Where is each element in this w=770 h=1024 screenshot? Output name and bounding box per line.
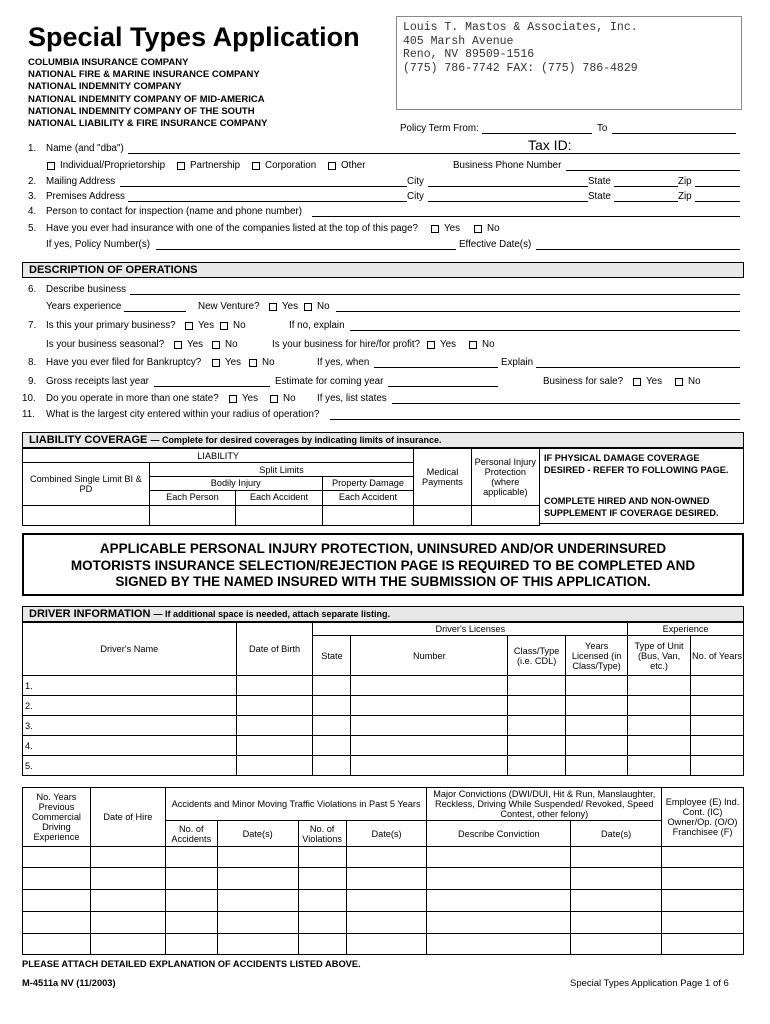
history-cell[interactable]	[90, 847, 165, 868]
history-cell[interactable]	[571, 934, 662, 955]
mailing-state-field[interactable]	[614, 176, 678, 187]
notice-line: SIGNED BY THE NAMED INSURED WITH THE SUBMISSION OF THIS APPLICATION.	[115, 574, 651, 589]
state-label: State	[588, 176, 611, 187]
history-cell[interactable]	[662, 934, 744, 955]
history-cell[interactable]	[90, 912, 165, 934]
physical-damage-note: IF PHYSICAL DAMAGE COVERAGE DESIRED - REFER TO FOLLOWING PAGE.	[544, 453, 729, 475]
city-label: City	[407, 176, 424, 187]
driver-cell[interactable]	[628, 716, 691, 736]
company-item: NATIONAL INDEMNITY COMPANY	[28, 81, 182, 93]
history-cell[interactable]	[346, 890, 427, 912]
form-number: M-4511a NV (11/2003)	[22, 978, 116, 988]
medical-payments-header: Medical Payments	[414, 449, 471, 506]
attach-explanation-note: PLEASE ATTACH DETAILED EXPLANATION OF ACCIDENTS LISTED ABOVE.	[22, 959, 361, 969]
company-list	[28, 57, 267, 130]
estimate-field[interactable]	[388, 376, 498, 387]
for-hire-yes-checkbox[interactable]	[427, 341, 435, 349]
partnership-checkbox[interactable]	[177, 162, 185, 170]
property-damage-header	[322, 477, 414, 506]
history-cell[interactable]	[346, 934, 427, 955]
driver-cell[interactable]	[508, 736, 566, 756]
policy-numbers-field[interactable]	[156, 239, 456, 250]
history-cell[interactable]	[571, 890, 662, 912]
prev-experience-header: No. Years Previous Commercial Driving Experience	[23, 788, 91, 847]
business-phone-label: Business Phone Number	[453, 160, 562, 171]
driver-cell[interactable]	[236, 676, 313, 696]
yes-label: Yes	[444, 223, 460, 234]
q3-number: 3.	[28, 191, 37, 202]
combined-single-header: Combined Single Limit BI & PD	[23, 463, 150, 506]
policy-from-label: Policy Term From:	[400, 123, 479, 134]
corporation-label: Corporation	[265, 160, 317, 171]
agent-phone: (775) 786-7742 FAX: (775) 786-4829	[403, 61, 638, 75]
yes-label: Yes	[440, 339, 456, 350]
prior-insurance-no-checkbox[interactable]	[474, 225, 482, 233]
primary-explain-field[interactable]	[350, 320, 740, 331]
premises-address-label: Premises Address	[46, 191, 125, 202]
driver-cell[interactable]	[313, 716, 351, 736]
violation-dates-header: Date(s)	[346, 821, 427, 847]
no-label: No	[233, 320, 246, 331]
sale-yes-checkbox[interactable]	[633, 378, 641, 386]
driver-cell[interactable]	[236, 696, 313, 716]
yes-label: Yes	[646, 376, 662, 387]
mailing-address-label: Mailing Address	[46, 176, 116, 187]
driver-cell[interactable]	[566, 736, 628, 756]
partnership-label: Partnership	[190, 160, 241, 171]
history-cell[interactable]	[346, 868, 427, 890]
history-cell[interactable]	[217, 868, 298, 890]
q6-number: 6.	[28, 284, 37, 295]
history-cell[interactable]	[90, 890, 165, 912]
history-cell[interactable]	[346, 847, 427, 868]
each-accident-label: Each Accident	[338, 492, 398, 502]
no-label: No	[317, 301, 330, 312]
multi-state-no-checkbox[interactable]	[270, 395, 278, 403]
agent-name: Louis T. Mastos & Associates, Inc.	[403, 21, 638, 34]
city-label: City	[407, 191, 424, 202]
history-cell[interactable]	[571, 847, 662, 868]
years-licensed-header: Years Licensed (in Class/Type)	[566, 636, 628, 676]
premises-state-field[interactable]	[614, 191, 678, 202]
company-item: NATIONAL FIRE & MARINE INSURANCE COMPANY	[28, 69, 260, 81]
driver-cell[interactable]	[351, 736, 508, 756]
property-damage-label: Property Damage	[323, 477, 414, 491]
no-of-accidents-header: No. of Accidents	[165, 821, 217, 847]
driver-cell[interactable]	[566, 756, 628, 776]
corporation-checkbox[interactable]	[252, 162, 260, 170]
individual-label: Individual/Proprietorship	[60, 160, 166, 171]
history-cell[interactable]	[165, 847, 217, 868]
driver-subtitle: — If additional space is needed, attach separate listing.	[153, 609, 391, 619]
describe-conviction-header: Describe Conviction	[427, 821, 571, 847]
driver-section-header	[22, 606, 744, 622]
q9-number: 9.	[28, 376, 37, 387]
seasonal-label: Is your business seasonal?	[46, 339, 165, 350]
prior-insurance-yes-checkbox[interactable]	[431, 225, 439, 233]
liability-header: LIABILITY	[23, 449, 414, 463]
estimate-label: Estimate for coming year	[275, 376, 384, 387]
q4-number: 4.	[28, 206, 37, 217]
years-experience-label: Years experience	[46, 301, 122, 312]
liability-title: LIABILITY COVERAGE	[29, 434, 148, 446]
driver-cell[interactable]	[351, 716, 508, 736]
history-cell[interactable]	[662, 847, 744, 868]
history-cell[interactable]	[427, 868, 571, 890]
driver-cell[interactable]	[691, 696, 744, 716]
operations-section-header	[22, 262, 744, 278]
driver-cell[interactable]	[313, 696, 351, 716]
class-type-header: Class/Type (i.e. CDL)	[508, 636, 566, 676]
q5-number: 5.	[28, 223, 37, 234]
liability-section-header	[22, 432, 744, 448]
no-label: No	[283, 393, 296, 404]
mailing-city-field[interactable]	[428, 176, 588, 187]
premises-address-field[interactable]	[128, 191, 407, 202]
driver-cell[interactable]	[351, 696, 508, 716]
company-item: NATIONAL INDEMNITY COMPANY OF THE SOUTH	[28, 105, 255, 117]
company-item: NATIONAL INDEMNITY COMPANY OF MID-AMERICA	[28, 93, 265, 105]
major-convictions-header: Major Convictions (DWI/DUI, Hit & Run, Manslaughter, Reckless, Driving While Suspended/ Revoked, Speed Contest, other felony)	[427, 788, 662, 821]
premises-city-field[interactable]	[428, 191, 588, 202]
seasonal-yes-checkbox[interactable]	[174, 341, 182, 349]
contact-label: Person to contact for inspection (name and phone number)	[46, 206, 302, 217]
license-number-header: Number	[351, 636, 508, 676]
operations-title: DESCRIPTION OF OPERATIONS	[29, 264, 198, 276]
driver-row-number: 2.	[23, 696, 237, 716]
history-cell[interactable]	[217, 890, 298, 912]
bi-each-accident-input[interactable]	[236, 506, 323, 526]
history-cell[interactable]	[165, 912, 217, 934]
driver-cell[interactable]	[313, 736, 351, 756]
medical-input[interactable]	[414, 506, 471, 526]
policy-numbers-label: If yes, Policy Number(s)	[46, 239, 150, 250]
zip-label: Zip	[678, 191, 692, 202]
history-cell[interactable]	[427, 912, 571, 934]
q8-number: 8.	[28, 357, 37, 368]
history-cell[interactable]	[571, 868, 662, 890]
states-field[interactable]	[392, 393, 740, 404]
bankruptcy-explain-field[interactable]	[536, 357, 740, 368]
history-cell[interactable]	[165, 934, 217, 955]
list-states-label: If yes, list states	[317, 393, 387, 404]
primary-no-checkbox[interactable]	[220, 322, 228, 330]
new-venture-line[interactable]	[336, 301, 740, 312]
driver-row-number: 3.	[23, 716, 237, 736]
each-person-input[interactable]	[149, 506, 236, 526]
sale-no-checkbox[interactable]	[675, 378, 683, 386]
hired-non-owned-note: COMPLETE HIRED AND NON-OWNED SUPPLEMENT IF COVERAGE DESIRED.	[544, 496, 719, 518]
history-cell[interactable]	[23, 912, 91, 934]
q7-number: 7.	[28, 320, 37, 331]
company-item: COLUMBIA INSURANCE COMPANY	[28, 57, 189, 68]
mailing-address-field[interactable]	[120, 176, 407, 187]
new-venture-yes-checkbox[interactable]	[269, 303, 277, 311]
conviction-dates-header: Date(s)	[571, 821, 662, 847]
driver-cell[interactable]	[628, 696, 691, 716]
policy-to-field[interactable]	[612, 123, 736, 134]
history-cell[interactable]	[23, 934, 91, 955]
pip-input[interactable]	[471, 506, 539, 526]
driver-title: DRIVER INFORMATION	[29, 608, 151, 620]
driver-cell[interactable]	[566, 696, 628, 716]
state-header: State	[313, 636, 351, 676]
driver-cell[interactable]	[313, 756, 351, 776]
history-cell[interactable]	[90, 934, 165, 955]
history-cell[interactable]	[23, 868, 91, 890]
individual-checkbox[interactable]	[47, 162, 55, 170]
licenses-header: Driver's Licenses	[313, 623, 628, 636]
name-label: Name (and "dba")	[46, 143, 124, 154]
no-of-violations-header: No. of Violations	[298, 821, 346, 847]
driver-cell[interactable]	[691, 736, 744, 756]
no-label: No	[225, 339, 238, 350]
business-phone-field[interactable]	[566, 160, 740, 171]
driver-row-number: 5.	[23, 756, 237, 776]
history-cell[interactable]	[427, 890, 571, 912]
describe-business-field[interactable]	[130, 284, 740, 295]
history-cell[interactable]	[165, 890, 217, 912]
if-no-explain-label: If no, explain	[289, 320, 345, 331]
multi-state-label: Do you operate in more than one state?	[46, 393, 219, 404]
history-cell[interactable]	[427, 847, 571, 868]
driver-cell[interactable]	[691, 716, 744, 736]
liability-table	[22, 448, 540, 526]
for-hire-no-checkbox[interactable]	[469, 341, 477, 349]
yes-label: Yes	[187, 339, 203, 350]
driver-cell[interactable]	[508, 676, 566, 696]
driver-cell[interactable]	[351, 676, 508, 696]
each-accident-label: Each Accident	[249, 492, 309, 502]
experience-header: Experience	[628, 623, 744, 636]
gross-receipts-field[interactable]	[154, 376, 270, 387]
for-hire-label: Is your business for hire/for profit?	[272, 339, 421, 350]
history-cell[interactable]	[427, 934, 571, 955]
no-label: No	[262, 357, 275, 368]
driver-row-number: 4.	[23, 736, 237, 756]
bodily-injury-header	[149, 477, 322, 506]
mailing-zip-field[interactable]	[695, 176, 740, 187]
explain-label: Explain	[501, 357, 534, 368]
driver-cell[interactable]	[628, 736, 691, 756]
bankruptcy-label: Have you ever filed for Bankruptcy?	[46, 357, 202, 368]
policy-to-label: To	[597, 123, 608, 134]
driver-history-table	[22, 787, 744, 955]
driver-table	[22, 622, 744, 776]
history-cell[interactable]	[298, 847, 346, 868]
tax-id-label: Tax ID:	[528, 137, 572, 153]
effective-dates-label: Effective Date(s)	[459, 239, 532, 250]
driver-cell[interactable]	[566, 716, 628, 736]
employee-type-header: Employee (E) Ind. Cont. (IC) Owner/Op. (O/O) Franchisee (F)	[662, 788, 744, 847]
years-experience-field[interactable]	[124, 301, 186, 312]
agent-city: Reno, NV 89509-1516	[403, 48, 535, 62]
yes-label: Yes	[198, 320, 214, 331]
bankruptcy-when-field[interactable]	[374, 357, 498, 368]
pd-each-accident-input[interactable]	[322, 506, 414, 526]
bankruptcy-no-checkbox[interactable]	[249, 359, 257, 367]
notice-line: APPLICABLE PERSONAL INJURY PROTECTION, UNINSURED AND/OR UNDERINSURED	[99, 541, 667, 556]
bankruptcy-yes-checkbox[interactable]	[212, 359, 220, 367]
gross-receipts-label: Gross receipts last year	[46, 376, 149, 387]
primary-yes-checkbox[interactable]	[185, 322, 193, 330]
pip-header: Personal Injury Protection (where applicable)	[471, 449, 539, 506]
history-cell[interactable]	[217, 912, 298, 934]
agent-address-box	[396, 16, 742, 110]
driver-row-number: 1.	[23, 676, 237, 696]
new-venture-label: New Venture?	[198, 301, 260, 312]
prior-insurance-label: Have you ever had insurance with one of the companies listed at the top of this page?	[46, 223, 418, 234]
driver-name-header: Driver's Name	[23, 623, 237, 676]
page-title: Special Types Application	[28, 22, 360, 52]
yes-label: Yes	[242, 393, 258, 404]
history-cell[interactable]	[298, 890, 346, 912]
other-label: Other	[341, 160, 366, 171]
type-of-unit-header: Type of Unit (Bus, Van, etc.)	[628, 636, 691, 676]
history-cell[interactable]	[662, 890, 744, 912]
bodily-injury-label: Bodily Injury	[150, 477, 322, 491]
largest-city-field[interactable]	[330, 409, 740, 420]
contact-field[interactable]	[312, 206, 740, 217]
history-cell[interactable]	[662, 912, 744, 934]
primary-business-label: Is this your primary business?	[46, 320, 176, 331]
dob-header: Date of Birth	[236, 623, 313, 676]
accidents-header: Accidents and Minor Moving Traffic Violations in Past 5 Years	[165, 788, 427, 821]
state-label: State	[588, 191, 611, 202]
history-cell[interactable]	[346, 912, 427, 934]
driver-cell[interactable]	[566, 676, 628, 696]
driver-cell[interactable]	[508, 756, 566, 776]
notice-box	[22, 533, 744, 596]
driver-cell[interactable]	[691, 676, 744, 696]
notice-line: MOTORISTS INSURANCE SELECTION/REJECTION PAGE IS REQUIRED TO BE COMPLETED AND	[70, 557, 696, 573]
effective-dates-field[interactable]	[536, 239, 740, 250]
liability-subtitle: — Complete for desired coverages by indicating limits of insurance.	[150, 435, 442, 445]
page-number: Special Types Application Page 1 of 6	[570, 978, 729, 989]
company-item: NATIONAL LIABILITY & FIRE INSURANCE COMPANY	[28, 118, 268, 130]
history-cell[interactable]	[165, 868, 217, 890]
driver-cell[interactable]	[351, 756, 508, 776]
driver-cell[interactable]	[313, 676, 351, 696]
driver-cell[interactable]	[236, 716, 313, 736]
history-cell[interactable]	[298, 868, 346, 890]
date-of-hire-header: Date of Hire	[90, 788, 165, 847]
split-limits-header: Split Limits	[149, 463, 414, 477]
policy-from-field[interactable]	[482, 123, 592, 134]
agent-street: 405 Marsh Avenue	[403, 34, 514, 48]
each-person-label: Each Person	[150, 491, 237, 505]
driver-cell[interactable]	[691, 756, 744, 776]
seasonal-no-checkbox[interactable]	[212, 341, 220, 349]
history-cell[interactable]	[298, 934, 346, 955]
driver-cell[interactable]	[236, 756, 313, 776]
q10-number: 10.	[22, 393, 36, 404]
history-cell[interactable]	[571, 912, 662, 934]
no-label: No	[482, 339, 495, 350]
other-checkbox[interactable]	[328, 162, 336, 170]
business-for-sale-label: Business for sale?	[543, 376, 624, 387]
driver-cell[interactable]	[508, 716, 566, 736]
q1-number: 1.	[28, 143, 37, 154]
no-label: No	[487, 223, 500, 234]
yes-label: Yes	[282, 301, 298, 312]
driver-cell[interactable]	[628, 756, 691, 776]
history-cell[interactable]	[90, 868, 165, 890]
describe-business-label: Describe business	[46, 284, 127, 295]
q2-number: 2.	[28, 176, 37, 187]
history-cell[interactable]	[217, 847, 298, 868]
multi-state-yes-checkbox[interactable]	[229, 395, 237, 403]
driver-cell[interactable]	[508, 696, 566, 716]
driver-cell[interactable]	[628, 676, 691, 696]
driver-cell[interactable]	[236, 736, 313, 756]
history-cell[interactable]	[662, 868, 744, 890]
name-field[interactable]	[128, 143, 740, 154]
yes-label: Yes	[225, 357, 241, 368]
history-cell[interactable]	[217, 934, 298, 955]
q11-number: 11.	[22, 409, 35, 420]
history-cell[interactable]	[298, 912, 346, 934]
history-cell[interactable]	[23, 890, 91, 912]
history-cell[interactable]	[23, 847, 91, 868]
premises-zip-field[interactable]	[695, 191, 740, 202]
no-label: No	[688, 376, 701, 387]
combined-input[interactable]	[23, 506, 150, 526]
largest-city-label: What is the largest city entered within your radius of operation?	[46, 409, 320, 420]
zip-label: Zip	[678, 176, 692, 187]
accident-dates-header: Date(s)	[217, 821, 298, 847]
if-yes-when-label: If yes, when	[317, 357, 370, 368]
no-of-years-header: No. of Years	[691, 636, 744, 676]
new-venture-no-checkbox[interactable]	[304, 303, 312, 311]
